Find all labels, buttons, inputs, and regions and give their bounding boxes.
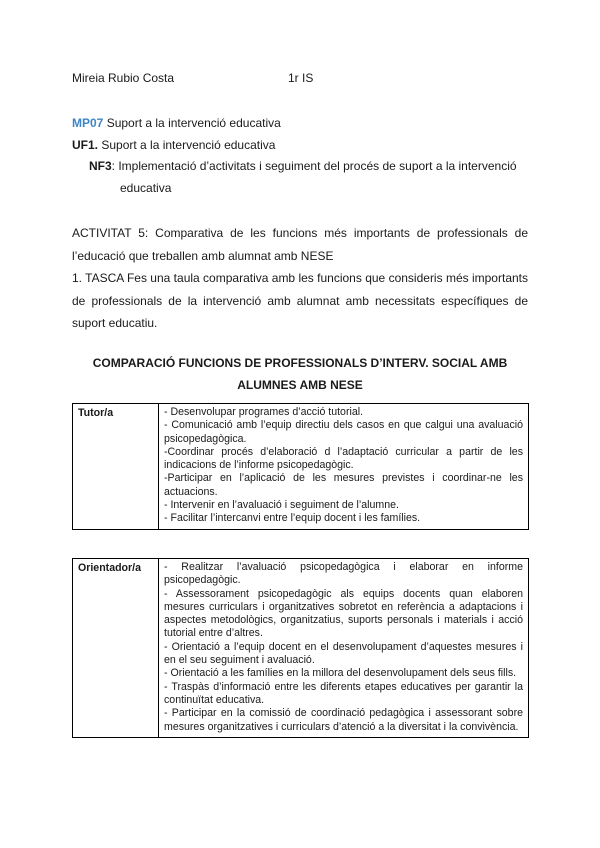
function-item: - Orientació a l’equip docent en el desenvolupament d’aquestes mesures i en el seu seguiment i avaluació. [164,640,523,667]
course-label: 1r IS [288,71,314,85]
module-line [72,116,281,130]
student-name: Mireia Rubio Costa [72,71,175,85]
function-item: -Coordinar procés d’elaboració d l’adaptació curricular a partir de les indicacions de l’informe psicopedagògic. [164,445,523,472]
unit-line [72,138,275,152]
function-item: - Assessorament psicopedagògic als equips docents quan elaboren mesures curriculars i organitzatives sobretot en referència a adaptacions i aspectes metodològics, organitzatius, suports personals i materials i acció tutorial entre d’altres. [164,587,523,640]
module-title: Suport a la intervenció educativa [103,116,281,130]
function-item: - Comunicació amb l’equip directiu dels casos en que calgui una avaluació psicopedagògica. [164,419,523,445]
function-item: - Facilitar l’intercanvi entre l’equip docent i les famílies. [164,512,421,525]
role-cell: Tutor/a [73,404,159,530]
module-code: MP07 [72,116,104,130]
section-title: COMPARACIÓ FUNCIONS DE PROFESSIONALS D’INTERV. SOCIAL AMB [92,356,508,370]
counselor-table [72,558,529,738]
function-item: - Realitzar l’avaluació psicopedagògica i elaborar en informe psicopedagògic. [164,561,523,587]
function-item: - Orientació a les famílies en la millora del desenvolupament dels seus fills. [164,667,517,680]
unit-title: Suport a la intervenció educativa [98,138,276,152]
activity-description: ACTIVITAT 5: Comparativa de les funcions més importants de professionals de l’educació que treballen amb alumnat amb NESE [72,226,528,263]
nucleus-code: NF3 [89,159,112,173]
nucleus-title: : Implementació d’activitats i seguiment del procés de suport a la intervenció [111,159,517,173]
nucleus-line [89,159,517,173]
tutor-table [72,403,529,530]
role-cell: Orientador/a [73,559,159,738]
function-item: - Participar en la comissió de coordinació pedagògica i assessorant sobre mesures organitzatives i curriculars d’atenció a la diversitat i la convivència. [164,707,523,733]
function-item: - Desenvolupar programes d’acció tutorial. [164,406,364,418]
function-item: - Traspàs d’informació entre les diferents etapes educatives per garantir la continuïtat educativa. [164,680,523,706]
nucleus-title-continued: educativa [120,181,172,195]
section-title-continued: ALUMNES AMB NESE [237,378,363,392]
functions-cell [159,559,529,738]
table-row [73,559,529,738]
function-item: - Intervenir en l’avaluació i seguiment de l’alumne. [164,499,399,512]
function-item: -Participar en l’aplicació de les mesures previstes i coordinar-ne les actuacions. [164,472,523,498]
functions-cell [159,404,529,530]
unit-code: UF1. [72,138,99,152]
table-row [73,404,529,530]
task-description: 1. TASCA Fes una taula comparativa amb les funcions que consideris més importants de professionals de la intervenció amb alumnat amb necessitats específiques de suport educatiu. [72,271,528,330]
